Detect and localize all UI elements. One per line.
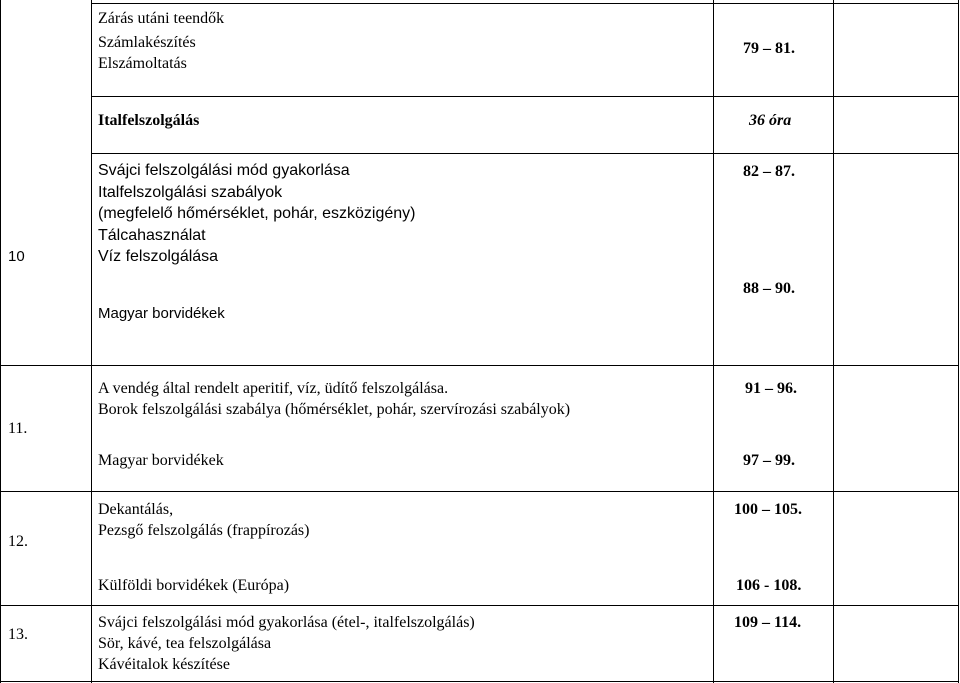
table-border-bottom (0, 681, 959, 682)
row-13-text (98, 612, 475, 675)
row-11-pages-b: 97 – 99. (743, 452, 795, 469)
column-divider-notes (833, 0, 834, 683)
text-line: Víz felszolgálása (98, 248, 219, 265)
row-12-text (98, 499, 309, 541)
text-line: Sör, kávé, tea felszolgálása (98, 635, 272, 652)
row-13-pages-a: 109 – 114. (734, 614, 802, 631)
row-11-text (98, 378, 570, 420)
row-divider-10 (0, 365, 959, 366)
table-border-left (0, 0, 1, 683)
closing-tasks-text (98, 8, 224, 74)
section-hours: 36 óra (749, 112, 792, 129)
row-12-pages-a: 100 – 105. (734, 501, 802, 518)
row-divider-11 (0, 491, 959, 492)
row-13-number: 13. (8, 626, 28, 643)
row-divider-12 (0, 605, 959, 606)
row-10-extra: Magyar borvidékek (98, 305, 225, 322)
row-divider-closing (91, 96, 959, 97)
row-10-pages-a: 82 – 87. (743, 163, 795, 180)
row-12-pages-b: 106 - 108. (736, 577, 802, 594)
row-12-extra: Külföldi borvidékek (Európa) (98, 577, 290, 594)
text-line: Dekantálás, (98, 501, 174, 518)
table-border-right (958, 0, 959, 683)
row-10-number: 10 (8, 248, 25, 265)
text-line: A vendég által rendelt aperitif, víz, üdítő felszolgálása. (98, 380, 449, 397)
text-line: Elszámoltatás (98, 55, 187, 72)
row-10-pages-b: 88 – 90. (743, 280, 795, 297)
text-line: Svájci felszolgálási mód gyakorlása (étel-, italfelszolgálás) (98, 614, 475, 631)
section-title: Italfelszolgálás (98, 112, 200, 129)
text-line: Borok felszolgálási szabálya (hőmérséklet, pohár, szervírozási szabályok) (98, 401, 571, 418)
text-line: (megfelelő hőmérséklet, pohár, eszközigény) (98, 205, 416, 222)
text-line: Kávéitalok készítése (98, 656, 230, 673)
text-line: Italfelszolgálási szabályok (98, 183, 283, 201)
text-line: Tálcahasználat (98, 226, 206, 244)
row-11-pages-a: 91 – 96. (745, 380, 797, 397)
table-border-top (91, 3, 959, 4)
text-line: Számlakészítés (98, 34, 196, 51)
text-line: Svájci felszolgálási mód gyakorlása (98, 162, 350, 179)
text-line: Pezsgő felszolgálás (frappírozás) (98, 522, 310, 539)
text-line: Zárás utáni teendők (98, 10, 225, 27)
closing-pages: 79 – 81. (743, 40, 795, 57)
row-12-number: 12. (8, 533, 28, 550)
column-divider-pages (713, 0, 714, 683)
row-10-text (98, 160, 416, 268)
row-11-extra: Magyar borvidékek (98, 452, 224, 469)
column-divider-number (91, 0, 92, 683)
row-11-number: 11. (8, 420, 28, 437)
row-divider-section (91, 153, 959, 154)
